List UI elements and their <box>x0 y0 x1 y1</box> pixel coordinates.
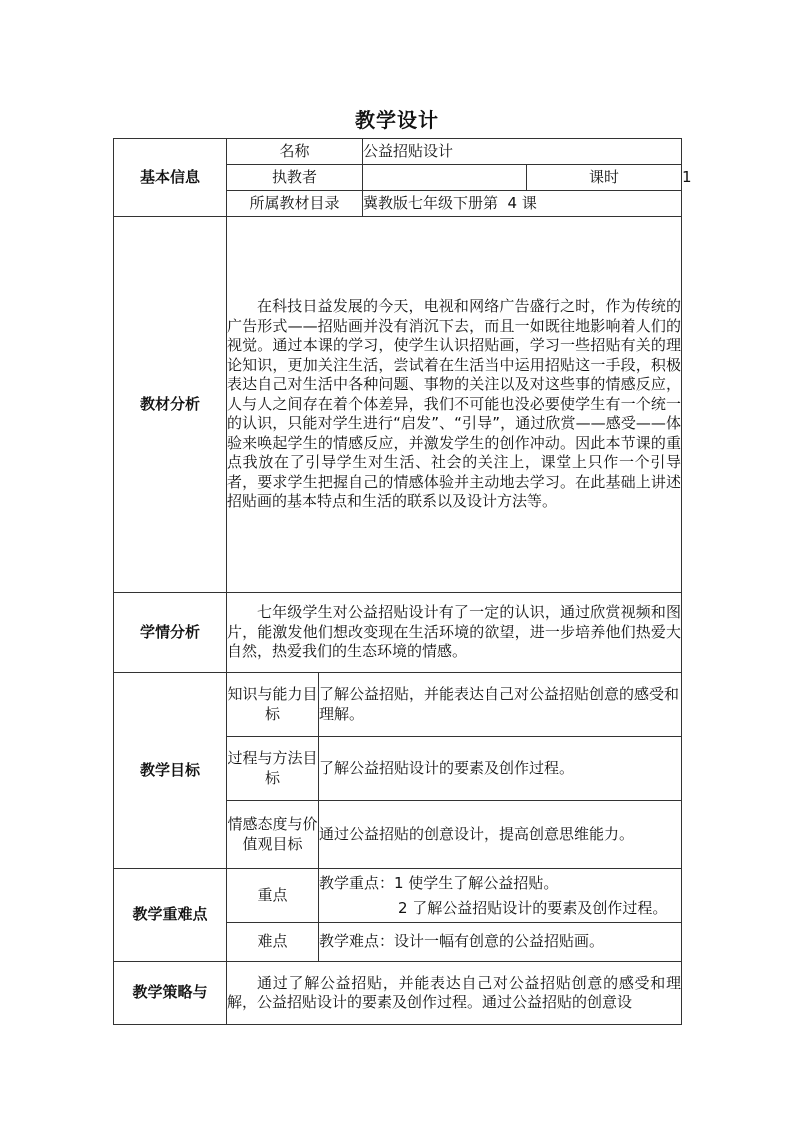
textbook-label: 所属教材目录 <box>227 191 363 217</box>
page-title: 教学设计 <box>355 108 439 132</box>
period-label: 课时 <box>527 165 682 191</box>
name-value: 公益招贴设计 <box>363 139 682 165</box>
strategy-heading: 教学策略与 <box>114 962 227 1025</box>
basic-info-heading: 基本信息 <box>114 139 227 217</box>
strategy-text: 通过了解公益招贴，并能表达自己对公益招贴创意的感受和理解，公益招贴设计的要素及创作过程。通过公益招贴的创意设 <box>227 962 682 1025</box>
difficulty-text: 教学难点：设计一幅有创意的公益招贴画。 <box>319 923 682 962</box>
textbook-value: 冀教版七年级下册第 4 课 <box>363 191 682 217</box>
teacher-value <box>363 165 527 191</box>
objective-text: 了解公益招贴，并能表达自己对公益招贴创意的感受和理解。 <box>319 673 682 737</box>
objective-text: 了解公益招贴设计的要素及创作过程。 <box>319 737 682 801</box>
name-label: 名称 <box>227 139 363 165</box>
material-analysis-heading: 教材分析 <box>114 217 227 593</box>
focus-line-1: 教学重点：1 使学生了解公益招贴。 <box>319 873 559 892</box>
teacher-label: 执教者 <box>227 165 363 191</box>
focus-label: 重点 <box>227 869 319 923</box>
difficulty-label: 难点 <box>227 923 319 962</box>
objective-text: 通过公益招贴的创意设计，提高创意思维能力。 <box>319 801 682 869</box>
lesson-plan-table: 基本信息 名称 公益招贴设计 执教者 课时 1 所属教材目录 冀教版七年级下册第 4 课 教材分析 在科技日益发展的今天，电视和网络广告盛行之时，作为传统的广告形式——招贴画并没有消沉下去，而且一如既往地影响着人们的视觉。通过本课的学习，使学生认识招贴画，学习一些招贴有关的理论知识，更加关注生活，尝试着在生活当中运用招贴这一手段，积极表达自己对生活中各种问题、事物的关注以及对这些事的情感反应，人与人之间存在着个体差异，我们不可能也没必要使学生有一个统一的认识，只能对学生进行“启发”、“引导”，通过欣赏——感受——体验来唤起学生的情感反应，并激发学生的创作冲动。因此本节课的重点我放在了引导学生对生活、社会的关注上，课堂上只作一个引导者，要求学生把握自己的情感体验并主动地去学习。在此基础上讲述招贴画的基本特点和生活的联系以及设计方法等。 学情分析 七年级学生对公益招贴设计有了一定的认识，通过欣赏视频和图片，能激发他们想改变现在生活环境的欲望，进一步培养他们热爱大自然，热爱我们的生态环境的情感。 教学目标 知识与能力目标 了解公益招贴，并能表达自己对公益招贴创意的感受和理解。 过程与方法目标 了解公益招贴设计的要素及创作过程。 情感态度与价值观目标 通过公益招贴的创意设计，提高创意思维能力。 教学重难点 重点 教学重点：1 使学生了解公益招贴。 2 了解公益招贴设计的要素及创作过程。 难点 教学难点：设计一幅有创意的公益招贴画。 教学策略与 通过了解公益招贴，并能表达自己对公益招贴创意的感受和理解，公益招贴设计的要素及创作过程。通过公益招贴的创意设 <box>113 138 682 1025</box>
learner-analysis-text: 七年级学生对公益招贴设计有了一定的认识，通过欣赏视频和图片，能激发他们想改变现在生活环境的欲望，进一步培养他们热爱大自然，热爱我们的生态环境的情感。 <box>227 593 682 673</box>
focus-line-2: 2 了解公益招贴设计的要素及创作过程。 <box>398 898 668 917</box>
learner-analysis-heading: 学情分析 <box>114 593 227 673</box>
key-points-heading: 教学重难点 <box>114 869 227 962</box>
objective-label: 知识与能力目标 <box>227 673 319 737</box>
objective-label: 过程与方法目标 <box>227 737 319 801</box>
focus-text <box>319 869 682 923</box>
material-analysis-text: 在科技日益发展的今天，电视和网络广告盛行之时，作为传统的广告形式——招贴画并没有消沉下去，而且一如既往地影响着人们的视觉。通过本课的学习，使学生认识招贴画，学习一些招贴有关的理论知识，更加关注生活，尝试着在生活当中运用招贴这一手段，积极表达自己对生活中各种问题、事物的关注以及对这些事的情感反应，人与人之间存在着个体差异，我们不可能也没必要使学生有一个统一的认识，只能对学生进行“启发”、“引导”，通过欣赏——感受——体验来唤起学生的情感反应，并激发学生的创作冲动。因此本节课的重点我放在了引导学生对生活、社会的关注上，课堂上只作一个引导者，要求学生把握自己的情感体验并主动地去学习。在此基础上讲述招贴画的基本特点和生活的联系以及设计方法等。 <box>227 217 682 593</box>
objective-label: 情感态度与价值观目标 <box>227 801 319 869</box>
objectives-heading: 教学目标 <box>114 673 227 869</box>
